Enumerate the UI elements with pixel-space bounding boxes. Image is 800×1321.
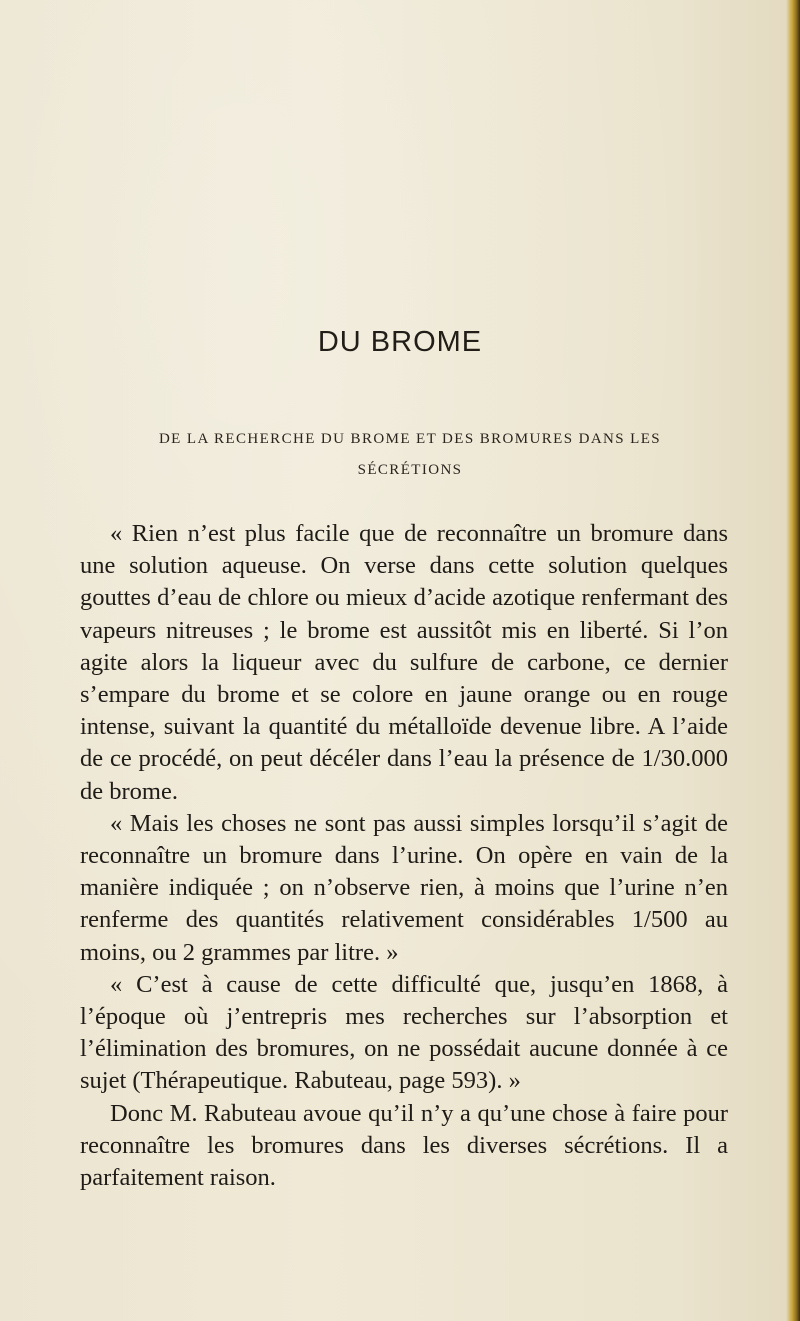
section-subtitle: DE LA RECHERCHE DU BROME ET DES BROMURES DANS LES SÉCRÉTIONS [158,431,662,478]
page-edge [786,0,800,1321]
paragraph: « Rien n’est plus facile que de reconnaître un bromure dans une solution aqueuse. On verse dans cette solution quelques gouttes d’eau de chlore ou mieux d’acide azotique renfermant des vapeurs nitreuses ; le brome est aussitôt mis en liberté. Si l’on agite alors la liqueur avec du sulfure de carbone, ce dernier s’empare du brome et se colore en jaune orange ou en rouge intense, suivant la quantité du métalloïde devenue libre. A l’aide de ce procédé, on peut décéler dans l’eau la présence de 1/30.000 de brome. [80,520,728,805]
paragraph: Donc M. Rabuteau avoue qu’il n’y a qu’une chose à faire pour reconnaître les bromures dans les diverses sécrétions. Il a parfaitement raison. [80,1099,728,1192]
paragraph: « Mais les choses ne sont pas aussi simples lorsqu’il s’agit de reconnaître un bromure dans l’urine. On opère en vain de la manière indiquée ; on n’observe rien, à moins que l’urine n’en renferme des quantités relativement considérables 1/500 au moins, ou 2 grammes par litre. » [80,809,728,966]
page-title: DU BROME [317,326,483,358]
paragraph: « C’est à cause de cette difficulté que, jusqu’en 1868, à l’époque où j’entrepris mes recherches sur l’absorption et l’élimination des bromures, on ne possédait aucune donnée à ce sujet (Thérapeutique. Rabuteau, page 593). » [80,970,728,1095]
body-text [80,518,728,1194]
